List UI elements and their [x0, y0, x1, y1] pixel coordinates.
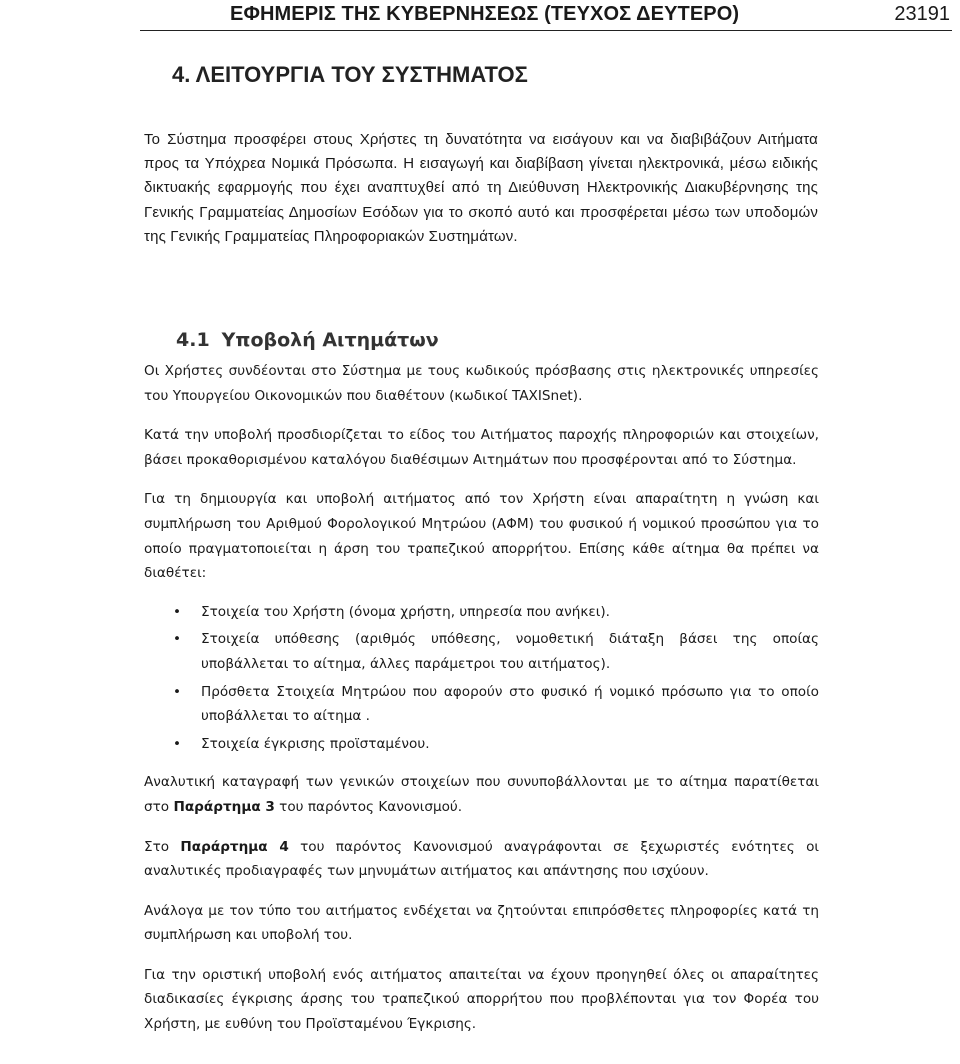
- page-header: [140, 0, 952, 31]
- subsection-heading: [176, 325, 819, 355]
- gazette-title: ΕΦΗΜΕΡΙΣ ΤΗΣ ΚΥΒΕΡΝΗΣΕΩΣ (ΤΕΥΧΟΣ ΔΕΥΤΕΡΟ): [230, 3, 740, 25]
- annex-3-text-before: Αναλυτική καταγραφή των γενικών στοιχείων που συνυποβάλλονται με το αίτημα παρατίθεται στο: [144, 774, 819, 815]
- bullet-icon: •: [173, 735, 182, 752]
- list-item: [144, 600, 819, 625]
- page-number: 23191: [894, 3, 950, 25]
- annex-4-text-after: του παρόντος Κανονισμού αναγράφονται σε ξεχωριστές ενότητες οι αναλυτικές προδιαγραφές των μηνυμάτων αιτήματος και απάντησης που ισχύουν.: [144, 838, 819, 880]
- paragraph-afm-requirement: Για τη δημιουργία και υποβολή αιτήματος από τον Χρήστη είναι απαραίτητη η γνώση και συμπλήρωση του Αριθμού Φορολογικού Μητρώου (ΑΦΜ) του φυσικού ή νομικού προσώπου για το οποίο πραγματοποιείται η άρση του τραπεζικού απορρήτου. Επίσης κάθε αίτημα θα πρέπει να διαθέτει:: [144, 491, 819, 582]
- list-item-text: Στοιχεία του Χρήστη (όνομα χρήστη, υπηρεσία που ανήκει).: [201, 603, 610, 620]
- annex-4-reference: Παράρτημα 4: [180, 838, 289, 855]
- annex-4-text-before: Στο: [144, 838, 181, 855]
- bullet-icon: •: [173, 631, 182, 648]
- subsection-body: [144, 325, 819, 1052]
- requirements-list: [144, 600, 819, 757]
- paragraph-additional-info: Ανάλογα με τον τύπο του αιτήματος ενδέχεται να ζητούνται επιπρόσθετες πληροφορίες κατά τη συμπλήρωση και υποβολή του.: [144, 902, 819, 944]
- annex-3-reference: Παράρτημα 3: [173, 798, 275, 815]
- list-item-text: Στοιχεία υπόθεσης (αριθμός υπόθεσης, νομοθετική διάταξη βάσει της οποίας υποβάλλεται το αίτημα, άλλες παράμετροι του αιτήματος).: [201, 631, 819, 672]
- bullet-icon: •: [173, 603, 182, 620]
- list-item: [144, 627, 819, 676]
- section-heading: 4. ΛΕΙΤΟΥΡΓΙΑ ΤΟΥ ΣΥΣΤΗΜΑΤΟΣ: [172, 62, 528, 87]
- paragraph-request-type: Κατά την υποβολή προσδιορίζεται το είδος του Αιτήματος παροχής πληροφοριών και στοιχείων, βάσει προκαθορισμένου καταλόγου διαθέσιμων Αιτημάτων που προσφέρονται από το Σύστημα.: [144, 427, 819, 468]
- list-item-text: Πρόσθετα Στοιχεία Μητρώου που αφορούν στο φυσικό ή νομικό πρόσωπο για το οποίο υποβάλλεται το αίτημα .: [201, 683, 819, 725]
- subsection-title: Υποβολή Αιτημάτων: [221, 329, 439, 351]
- list-item: [144, 680, 819, 729]
- subsection-number: 4.1: [176, 329, 210, 351]
- paragraph-login: Οι Χρήστες συνδέονται στο Σύστημα με τους κωδικούς πρόσβασης στις ηλεκτρονικές υπηρεσίες του Υπουργείου Οικονομικών που διαθέτουν (κωδικοί TAXISnet).: [144, 363, 819, 404]
- section-intro-paragraph: Το Σύστημα προσφέρει στους Χρήστες τη δυνατότητα να εισάγουν και να διαβιβάζουν Αιτήματα προς τα Υπόχρεα Νομικά Πρόσωπα. Η εισαγωγή και διαβίβαση γίνεται ηλεκτρονικά, μέσω ειδικής δικτυακής εφαρμογής που έχει αναπτυχθεί από τη Διεύθυνση Ηλεκτρονικής Διακυβέρνησης της Γενικής Γραμματείας Δημοσίων Εσόδων για το σκοπό αυτό και προσφέρεται μέσω των υποδομών της Γενικής Γραμματείας Πληροφοριακών Συστημάτων.: [144, 131, 818, 245]
- list-item-text: Στοιχεία έγκρισης προϊσταμένου.: [201, 735, 430, 752]
- paragraph-annex-3: [144, 770, 819, 819]
- bullet-icon: •: [173, 683, 182, 700]
- annex-3-text-after: του παρόντος Κανονισμού.: [274, 798, 463, 815]
- paragraph-annex-4: [144, 835, 819, 884]
- list-item: [144, 732, 819, 757]
- paragraph-final-submission: Για την οριστική υποβολή ενός αιτήματος απαιτείται να έχουν προηγηθεί όλες οι απαραίτητες διαδικασίες έγκρισης άρσης του τραπεζικού απορρήτου που προβλέπονται για τον Φορέα του Χρήστη, με ευθύνη του Προϊσταμένου Έγκρισης.: [144, 966, 819, 1033]
